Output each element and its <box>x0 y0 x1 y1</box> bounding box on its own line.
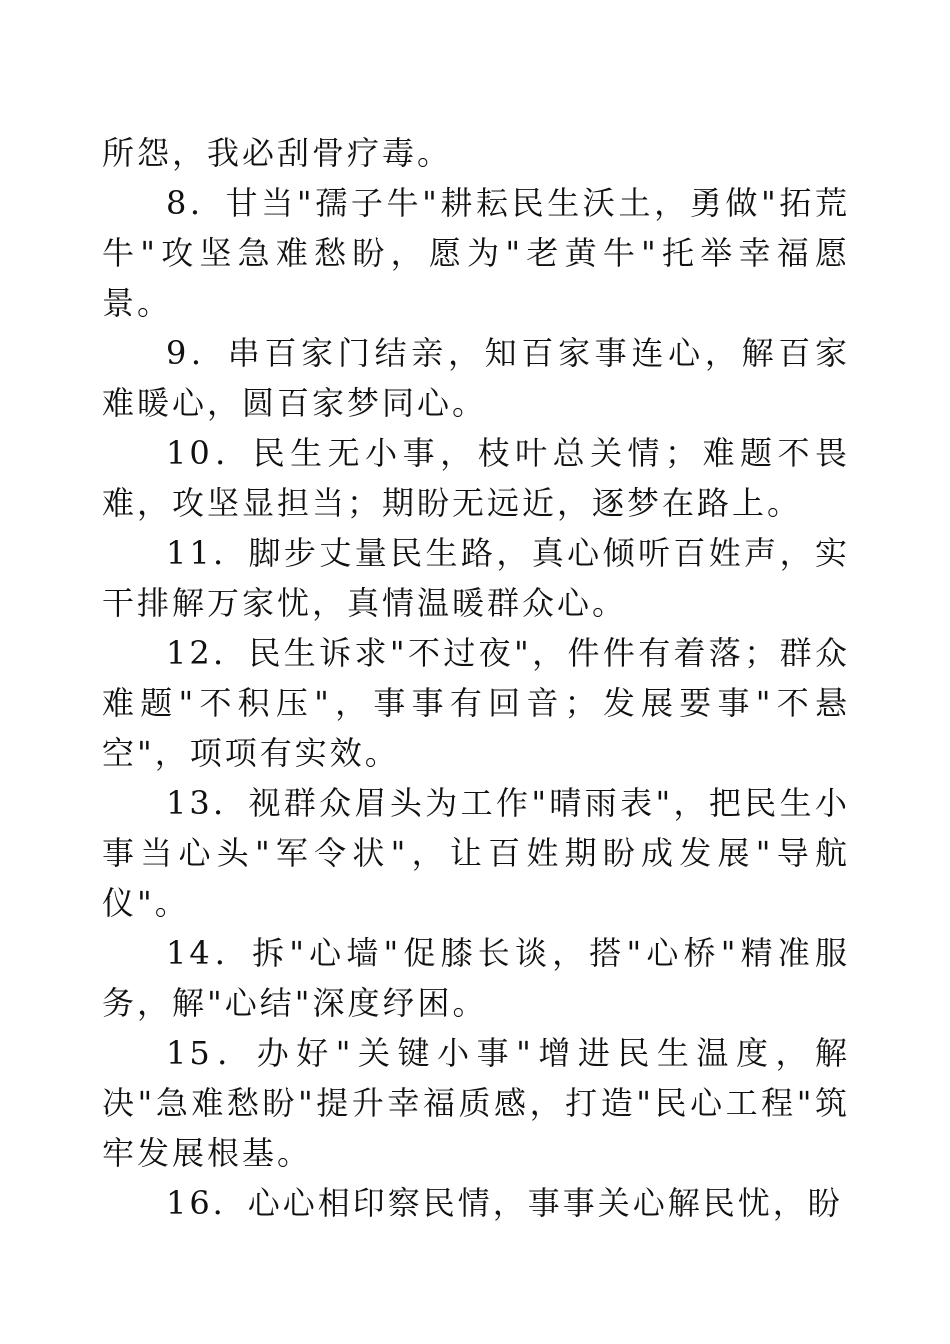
paragraph-item-16: 16．心心相印察民情，事事关心解民忧，盼 <box>166 1184 843 1222</box>
paragraph-item-11: 11．脚步丈量民生路，真心倾听百姓声，实干排解万家忧，真情温暖群众心。 <box>102 534 850 622</box>
document-body <box>102 128 850 1228</box>
paragraph-item-8: 8．甘当"孺子牛"耕耘民生沃土，勇做"拓荒牛"攻坚急难愁盼，愿为"老黄牛"托举幸福愿景。 <box>102 184 850 322</box>
paragraph-item-13: 13．视群众眉头为工作"晴雨表"，把民生小事当心头"军令状"，让百姓期盼成发展"导航仪"。 <box>102 784 850 922</box>
paragraph-item-14: 14．拆"心墙"促膝长谈，搭"心桥"精准服务，解"心结"深度纾困。 <box>102 934 850 1022</box>
paragraph-continuation: 所怨，我必刮骨疗毒。 <box>102 134 453 172</box>
paragraph-item-12: 12．民生诉求"不过夜"，件件有着落；群众难题"不积压"，事事有回音；发展要事"不悬空"，项项有实效。 <box>102 634 850 772</box>
paragraph-item-9: 9．串百家门结亲，知百家事连心，解百家难暖心，圆百家梦同心。 <box>102 334 850 422</box>
paragraph-item-15: 15．办好"关键小事"增进民生温度，解决"急难愁盼"提升幸福质感，打造"民心工程"筑牢发展根基。 <box>102 1034 850 1172</box>
paragraph-item-10: 10．民生无小事，枝叶总关情；难题不畏难，攻坚显担当；期盼无远近，逐梦在路上。 <box>102 434 850 522</box>
